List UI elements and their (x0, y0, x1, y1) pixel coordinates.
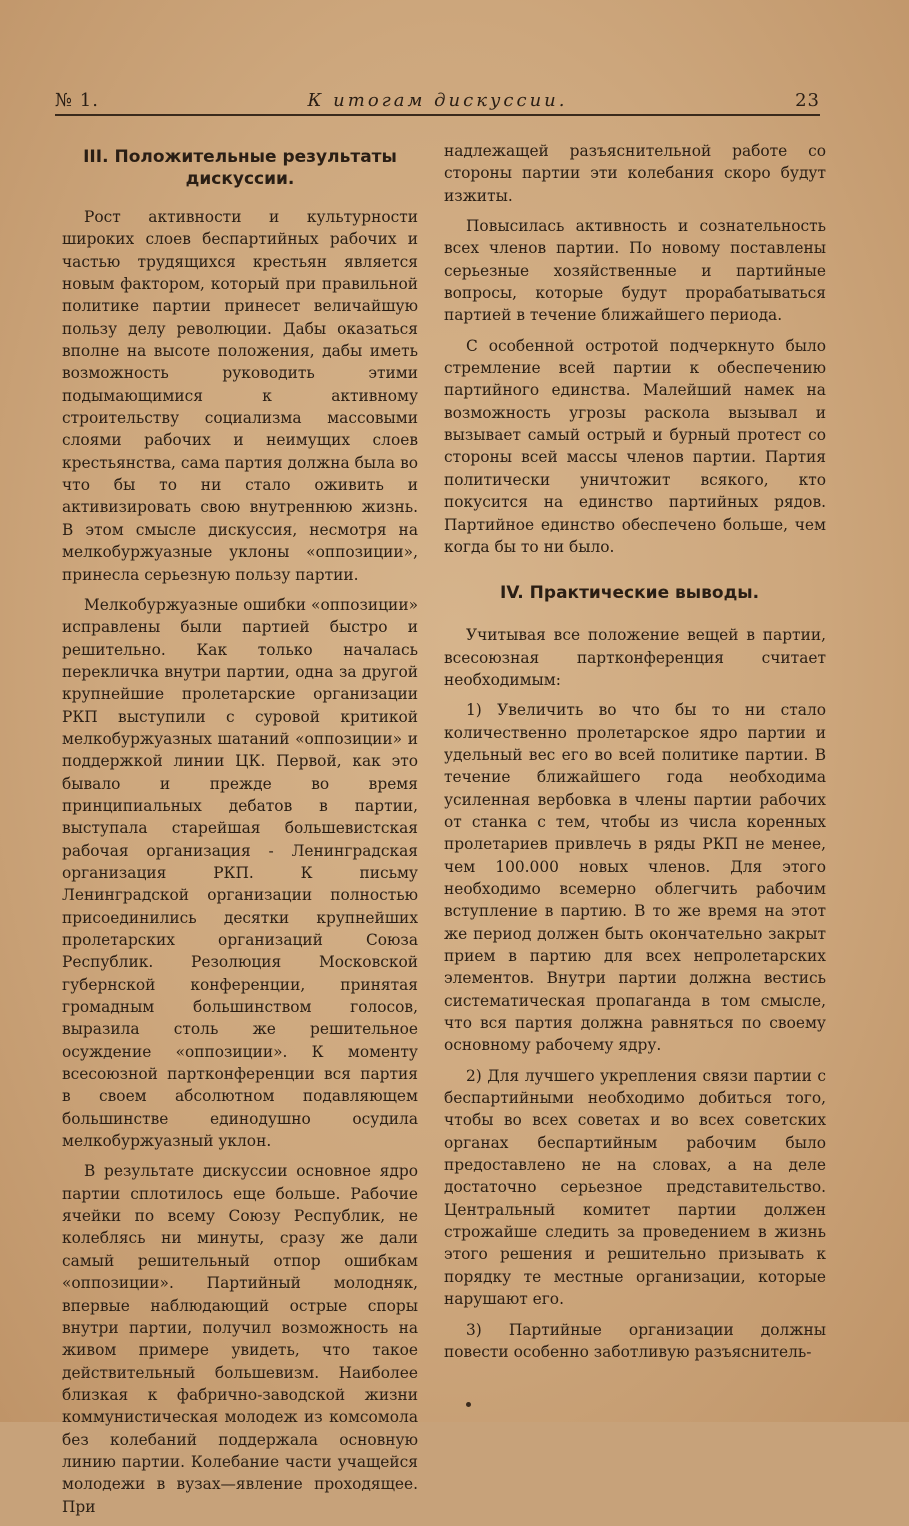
page-number: 23 (795, 90, 820, 111)
print-mark (466, 1402, 471, 1407)
paragraph: Повысилась активность и сознательность всех членов партии. По новому поставлены серьезные хозяйственные и партийные вопросы, которые будут прорабатываться партией в течение ближайшего периода. (444, 217, 826, 325)
section-heading-iv: IV. Практические выводы. (500, 583, 760, 604)
right-column (444, 140, 826, 1371)
header-rule (55, 114, 820, 116)
paragraph: Мелкобуржуазные ошибки «оппозиции» исправлены были партией быстро и решительно. Как только началась перекличка внутри партии, одна за другой крупнейшие пролетарские организации РКП выступили с суровой критикой мелкобуржуазных шатаний «оппозиции» и поддержкой линии ЦК. Первой, как это бывало и прежде во время принципиальных дебатов в партии, выступала старейшая большевистская рабочая организация - Ленинградская организация РКП. К письму Ленинградской организации полностью присоединились десятки крупнейших пролетарских организаций Союза Республик. Резолюция Московской губернской конференции, принятая громадным большинством голосов, выразила столь же решительное осуждение «оппозиции». К моменту всесоюзной партконференции вся партия в своем абсолютном подавляющем большинстве единодушно осудила мелкобуржуазный уклон. (62, 595, 418, 1151)
section-heading-iii: III. Положительные результаты дискуссии. (83, 147, 397, 189)
paragraph: Учитывая все положение вещей в партии, всесоюзная партконференция считает необходимым: (444, 626, 826, 689)
left-column (62, 140, 418, 1526)
paragraph: В результате дискуссии основное ядро партии сплотилось еще больше. Рабочие ячейки по всему Союзу Республик, не колеблясь ни минуты, сразу же дали самый решительный отпор ошибкам «оппозиции». Партийный молодняк, впервые наблюдающий острые споры внутри партии, получил возможность на живом примере увидеть, что такое действительный большевизм. Наиболее близкая к фабрично-заводской жизни коммунистическая молодеж из комсомола без колебаний поддержала основную линию партии. Колебание части учащейся молодежи в вузах—явление проходящее. При (62, 1162, 418, 1516)
paragraph: 3) Партийные организации должны повести особенно заботливую разъяснитель- (444, 1320, 826, 1361)
running-header (55, 86, 820, 116)
issue-number: № 1. (55, 90, 99, 111)
paragraph-continuation: надлежащей разъяснительной работе со стороны партии эти колебания скоро будут изжиты. (444, 142, 826, 205)
running-title: К итогам дискуссии. (307, 90, 568, 111)
paragraph: 2) Для лучшего укрепления связи партии с беспартийными необходимо добиться того, чтобы во всех советах и во всех советских органах беспартийным рабочим было предоставлено не на словах, а на деле достаточно серьезное представительство. Центральный комитет партии должен строжайше следить за проведением в жизнь этого решения и решительно призывать к порядку те местные организации, которые нарушают его. (444, 1066, 826, 1309)
paragraph: Рост активности и культурности широких слоев беспартийных рабочих и частью трудящихся крестьян является новым фактором, который при правильной политике партии принесет величайшую пользу делу революции. Дабы оказаться вполне на высоте положения, дабы иметь возможность руководить этими подымающимися к активному строительству социализма массовыми слоями рабочих и неимущих слоев крестьянства, сама партия должна была во что бы то ни стало оживить и активизировать свою внутреннюю жизнь. В этом смысле дискуссия, несмотря на мелкобуржуазные уклоны «оппозиции», принесла серьезную пользу партии. (62, 208, 418, 584)
paragraph: 1) Увеличить во что бы то ни стало количественно пролетарское ядро партии и удельный вес его во всей политике партии. В течение ближайшего года необходима усиленная вербовка в члены партии рабочих от станка с тем, чтобы из числа коренных пролетариев привлечь в ряды РКП не менее, чем 100.000 новых членов. Для этого необходимо всемерно облегчить рабочим вступление в партию. В то же время на этот же период должен быть окончательно закрыт прием в партию для всех непролетарских элементов. Внутри партии должна вестись систематическая пропаганда в том смысле, что вся партия должна равняться по своему основному рабочему ядру. (444, 701, 826, 1055)
paragraph: С особенной остротой подчеркнуто было стремление всей партии к обеспечению партийного единства. Малейший намек на возможность угрозы раскола вызывал и вызывает самый острый и бурный протест со стороны всей массы членов партии. Партия политически уничтожит всякого, кто покусится на единство партийных рядов. Партийное единство обеспечено больше, чем когда бы то ни было. (444, 336, 826, 556)
